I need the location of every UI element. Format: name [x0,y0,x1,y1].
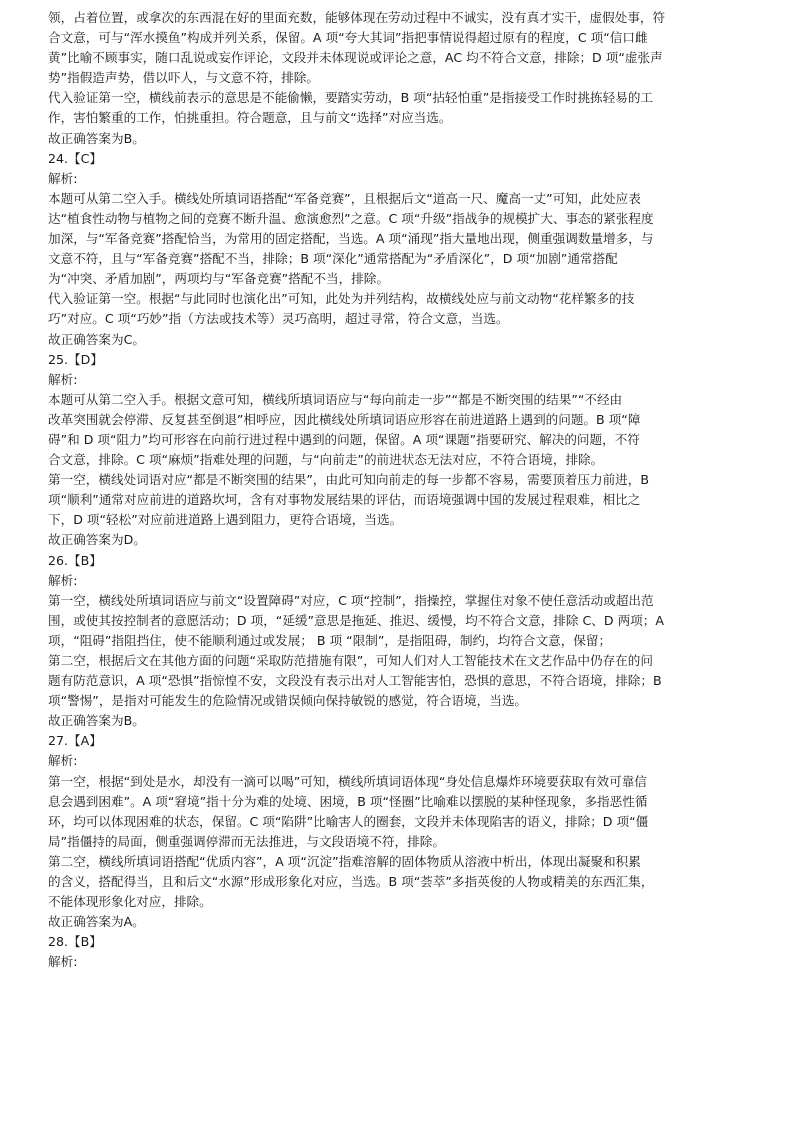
text-line: 息会遇到困难”。A 项“窘境”指十分为难的处境、困境，B 项“怪圈”比喻难以摆脱的某种怪现象，多指恶性循 [48,793,648,809]
text-line: 下，D 项“轻松”对应前进道路上遇到阻力，更符合语境，当选。 [48,512,403,528]
text-line: 故正确答案为C。 [48,331,145,347]
text-line: 不能体现形象化对应，排除。 [48,894,212,910]
text-line: 加深，与“军备竞赛”搭配恰当，为常用的固定搭配，当选。A 项“涌现”指大量地出现，侧重强调数量增多，与 [48,231,654,247]
text-line: 代入验证第一空，横线前表示的意思是不能偷懒，要踏实劳动，B 项“拈轻怕重”是指接受工作时挑拣轻易的工 [48,90,654,106]
text-line: 第一空，横线处词语对应“都是不断突围的结果”，由此可知向前走的每一步都不容易，需要顶着压力前进，B [48,472,650,488]
text-line: 围，或使其按控制者的意愿活动；D 项，“延缓”意思是拖延、推迟、缓慢，均不符合文意，排除 C、D 两项；A [48,612,664,628]
text-line: 代入验证第一空。根据“与此同时也演化出”可知，此处为并列结构，故横线处应与前文动物“花样繁多的技 [48,291,635,307]
text-line: 项，“阻碍”指阻挡住，使不能顺利通过或发展； B 项 “限制”，是指阻碍，制约，均符合文意，保留； [48,632,612,648]
text-line: 解析: [48,753,78,769]
text-line: 第二空，根据后文在其他方面的问题“采取防范措施有限”，可知人们对人工智能技术在文艺作品中仍存在的问 [48,653,653,668]
text-line: 25.【D】 [48,351,103,367]
text-line: 项“警惕”，是指对可能发生的危险情况或错误倾向保持敏锐的感觉，符合语境，当选。 [48,693,528,709]
text-line: 局”指僵持的局面，侧重强调停滞而无法推进，与文段语境不符，排除。 [48,833,445,849]
text-line: 第二空，横线所填词语搭配“优质内容”，A 项“沉淀”指难溶解的固体物质从溶液中析出，体现出凝聚和积累 [48,853,641,869]
text-line: 故正确答案为A。 [48,914,145,930]
text-line: 解析: [48,954,78,970]
text-line: 解析: [48,170,78,186]
text-line: 解析: [48,371,78,387]
text-line: 的含义，搭配得当，且和后文“水源”形成形象化对应，当选。B 项“荟萃”多指英俊的人物或精美的东西汇集， [48,874,654,890]
text-line: 故正确答案为B。 [48,713,145,729]
text-line: 24.【C】 [48,150,103,166]
text-line: 第一空，横线处所填词语应与前文“设置障碍”对应，C 项“控制”，指操控，掌握住对象不使任意活动或超出范 [48,592,654,608]
text-line: 巧”对应。C 项“巧妙”指（方法或技术等）灵巧高明，超过寻常，符合文意，当选。 [48,311,509,327]
text-line: 26.【B】 [48,552,102,568]
text-line: 作，害怕繁重的工作，怕挑重担。符合题意，且与前文“选择”对应当选。 [48,110,452,126]
text-line: 文意不符，且与“军备竞赛”搭配不当，排除；B 项“深化”通常搭配为“矛盾深化”，D 项“加剧”通常搭配 [48,251,618,267]
text-line: 碍”和 D 项“阻力”均可形容在向前行进过程中遇到的问题，保留。A 项“课题”指要研究、解决的问题，不符 [48,431,640,447]
text-line: 势”指假造声势，借以吓人，与文意不符，排除。 [48,70,319,86]
text-line: 故正确答案为B。 [48,130,145,146]
text-line: 本题可从第二空入手。横线处所填词语搭配“军备竞赛”，且根据后文“道高一尺、魔高一丈”可知，此处应表 [48,190,641,206]
text-line: 27.【A】 [48,733,102,749]
text-line: 合文意，排除。C 项“麻烦”指难处理的问题，与“向前走”的前进状态无法对应，不符合语境，排除。 [48,452,604,468]
text-line: 题有防范意识，A 项“恐惧”指惊惶不安，文段没有表示出对人工智能害怕，恐惧的意思，不符合语境，排除；B [48,673,662,689]
text-line: 达“植食性动物与植物之间的竞赛不断升温、愈演愈烈”之意。C 项“升级”指战争的规模扩大、事态的紧张程度 [48,210,654,226]
text-line: 为“冲突、矛盾加剧”，两项均与“军备竞赛”搭配不当，排除。 [48,271,389,287]
document-page [48,8,754,973]
text-line: 黄”比喻不顾事实，随口乱说或妄作评论，文段并未体现说或评论之意，AC 均不符合文意，排除；D 项“虚张声 [48,50,663,66]
text-line: 领，占着位置，或拿次的东西混在好的里面充数，能够体现在劳动过程中不诚实，没有真才实干，虚假处事，符 [48,10,666,25]
text-line: 本题可从第二空入手。根据文意可知，横线所填词语应与“每向前走一步”“都是不断突围的结果”“不经由 [48,391,623,407]
text-line: 第一空，根据“到处是水，却没有一滴可以喝”可知，横线所填词语体现“身处信息爆炸环境要获取有效可靠信 [48,773,647,789]
text-line: 改革突围就会停滞、反复甚至倒退”相呼应，因此横线处所填词语应形容在前进道路上遇到的问题。B 项“障 [48,411,641,427]
text-line: 合文意，可与“浑水摸鱼”构成并列关系，保留。A 项“夸大其词”指把事情说得超过原有的程度，C 项“信口雌 [48,30,648,46]
text-line: 项“顺利”通常对应前进的道路坎坷，含有对事物发展结果的评估，而语境强调中国的发展过程艰难，相比之 [48,492,641,508]
text-line: 28.【B】 [48,934,102,950]
text-line: 解析: [48,572,78,588]
text-line: 环，均可以体现困难的状态，保留。C 项“陷阱”比喻害人的圈套，文段并未体现陷害的语义，排除；D 项“僵 [48,813,649,829]
text-line: 故正确答案为D。 [48,532,146,548]
